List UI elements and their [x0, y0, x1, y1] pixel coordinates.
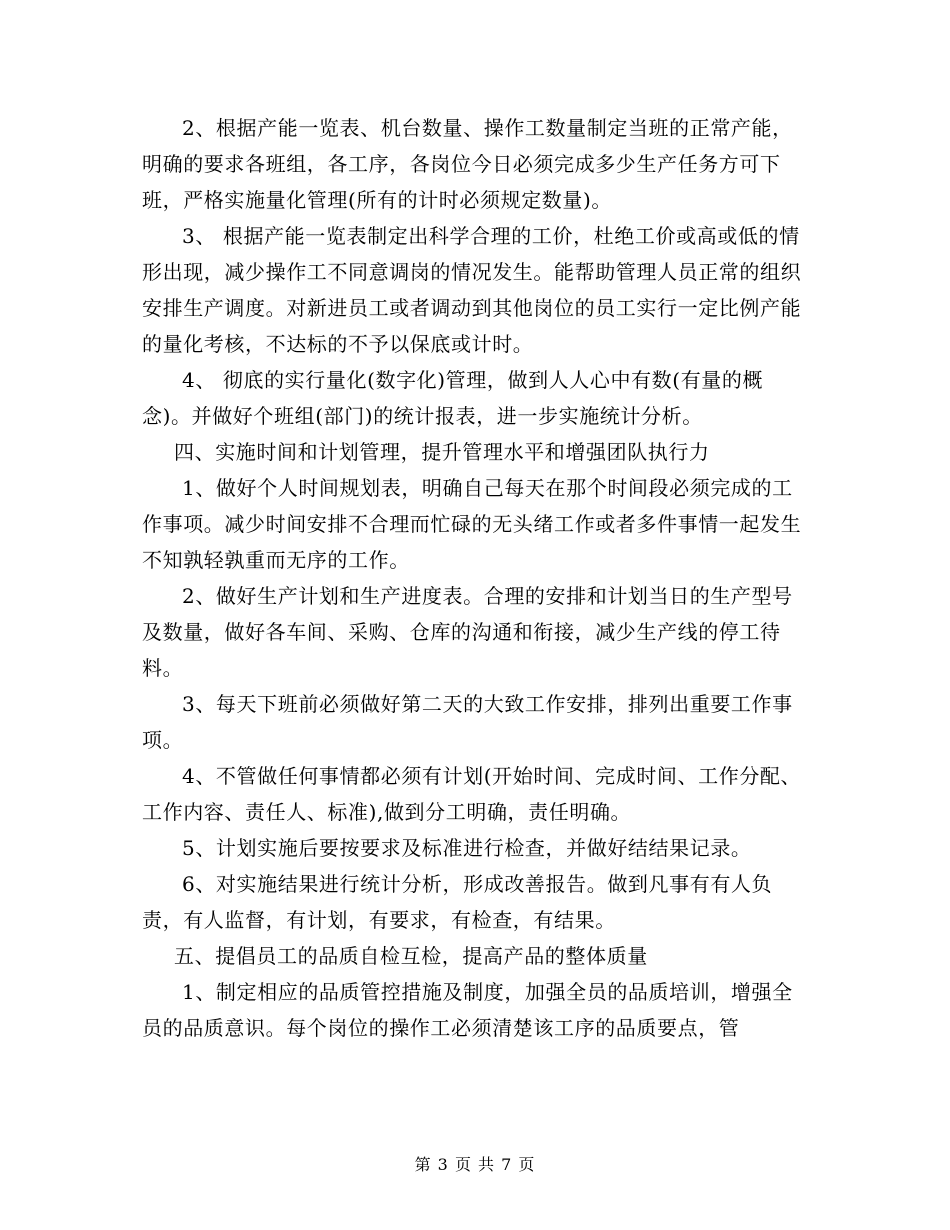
paragraph-time-plan-6: 6、对实施结果进行统计分析，形成改善报告。做到凡事有有人负责，有人监督，有计划，有要求，有检查，有结果。 [142, 872, 773, 932]
paragraph-2-capacity-standard: 2、根据产能一览表、机台数量、操作工数量制定当班的正常产能，明确的要求各班组，各工序，各岗位今日必须完成多少生产任务方可下班，严格实施量化管理(所有的计时必须规定数量)。 [142, 116, 793, 212]
paragraph-4-quantified-management: 4、 彻底的实行量化(数字化)管理，做到人人心中有数(有量的概念)。并做好个班组(部门)的统计报表，进一步实施统计分析。 [142, 368, 764, 428]
section-heading-4: 四、实施时间和计划管理，提升管理水平和增强团队执行力 [174, 440, 710, 464]
paragraph-quality-1: 1、制定相应的品质管控措施及制度，加强全员的品质培训，增强全员的品质意识。每个岗位的操作工必须清楚该工序的品质要点，管 [142, 980, 793, 1040]
paragraph-time-plan-1: 1、做好个人时间规划表，明确自己每天在那个时间段必须完成的工作事项。减少时间安排不合理而忙碌的无头绪工作或者多件事情一起发生不知孰轻孰重而无序的工作。 [142, 476, 802, 572]
paragraph-time-plan-3: 3、每天下班前必须做好第二天的大致工作安排，排列出重要工作事项。 [142, 692, 793, 752]
section-heading-5: 五、提倡员工的品质自检互检，提高产品的整体质量 [174, 944, 648, 968]
paragraph-3-piece-rate: 3、 根据产能一览表制定出科学合理的工价，杜绝工价或高或低的情形出现，减少操作工不同意调岗的情况发生。能帮助管理人员正常的组织安排生产调度。对新进员工或者调动到其他岗位的员工实行一定比例产能的量化考核，不达标的不予以保底或计时。 [142, 224, 802, 356]
page-number-footer: 第 3 页 共 7 页 [414, 1155, 536, 1174]
paragraph-time-plan-4: 4、不管做任何事情都必须有计划(开始时间、完成时间、工作分配、工作内容、责任人、标准),做到分工明确，责任明确。 [142, 764, 802, 824]
paragraph-time-plan-5: 5、计划实施后要按要求及标准进行检查，并做好结结果记录。 [182, 836, 752, 860]
paragraph-time-plan-2: 2、做好生产计划和生产进度表。合理的安排和计划当日的生产型号及数量，做好各车间、采购、仓库的沟通和衔接，减少生产线的停工待料。 [142, 584, 793, 680]
document-body [142, 110, 812, 1046]
